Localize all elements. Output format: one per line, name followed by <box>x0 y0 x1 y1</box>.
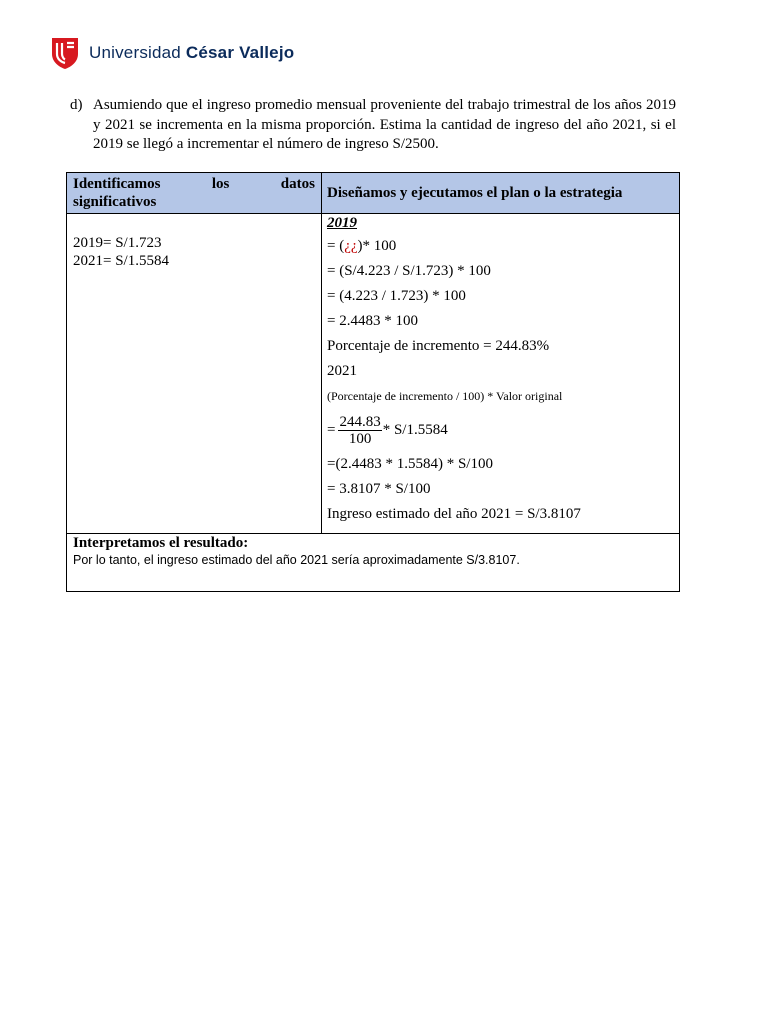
fraction: $\frac{244.83}{100}$ <box>339 413 381 447</box>
interpretation-title: Interpretamos el resultado: <box>73 535 249 551</box>
year-2021-heading: 2021 <box>327 363 357 379</box>
equation-line: = 2.4483 * 100 <box>327 313 418 329</box>
header-plan-cell: Diseñamos y ejecutamos el plan o la estrategia <box>322 173 680 214</box>
formula-note: (Porcentaje de incremento / 100) * Valor original <box>327 389 563 403</box>
question-text: Asumiendo que el ingreso promedio mensual proveniente del trabajo trimestral de los años 2019 y 2021 se incrementa en la misma proporción. Estima la cantidad de ingreso del año 2021, si el 2019 se llegó a incrementar el número de ingreso S/2500. <box>93 97 676 152</box>
equation-line: = 3.8107 * S/100 <box>327 481 431 497</box>
question-d <box>70 96 676 155</box>
increase-percentage: Porcentaje de incremento = 244.83% <box>327 338 550 354</box>
interpretation-cell <box>67 534 680 592</box>
interpretation-text: Por lo tanto, el ingreso estimado del año 2021 sería aproximadamente S/3.8107. <box>73 553 520 567</box>
data-2021: 2021= S/1.5584 <box>73 253 169 269</box>
solution-table <box>66 172 680 592</box>
equation-line: = (S/4.223 / S/1.723) * 100 <box>327 263 491 279</box>
university-name: Universidad César Vallejo <box>89 43 295 62</box>
equation-line: =(2.4483 * 1.5584) * S/100 <box>327 456 493 472</box>
data-2019: 2019= S/1.723 <box>73 235 162 251</box>
equation-line: = (4.223 / 1.723) * 100 <box>327 288 466 304</box>
fraction-equation: = $\frac{244.83}{100}$ * S/1.5584 <box>327 413 448 447</box>
estimated-income: Ingreso estimado del año 2021 = S/3.8107 <box>327 506 581 522</box>
equation-line: = (¿¿)* 100 <box>327 238 397 254</box>
university-logo <box>50 36 294 70</box>
plan-cell <box>322 214 680 534</box>
header-data-cell: Identificamos los datos significativos <box>67 173 322 214</box>
ucv-shield-icon <box>50 36 80 70</box>
year-2019-heading: 2019 <box>327 215 357 231</box>
significant-data-cell <box>67 214 322 534</box>
question-marker: d) <box>70 97 83 113</box>
